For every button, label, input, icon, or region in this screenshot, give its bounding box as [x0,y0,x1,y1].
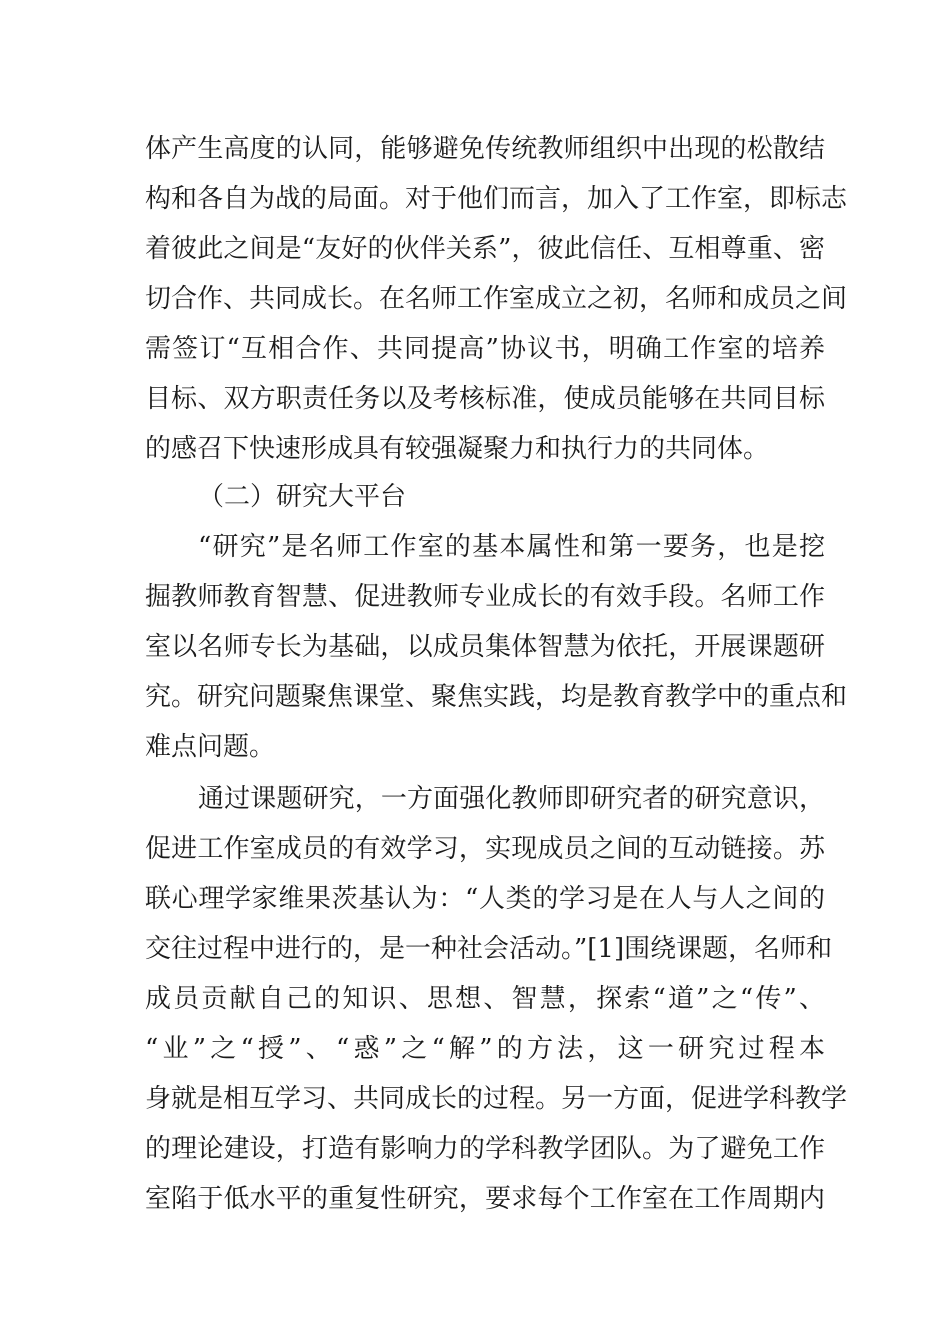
paragraph-line: 掘教师教育智慧、促进教师专业成长的有效手段。名师工作 [145,582,825,612]
paragraph-line: 促进工作室成员的有效学习，实现成员之间的互动链接。苏 [145,834,825,864]
paragraph-line: 联心理学家维果茨基认为：“人类的学习是在人与人之间的 [145,884,825,914]
paragraph-line: “研究”是名师工作室的基本属性和第一要务，也是挖 [198,532,825,562]
paragraph-line: 室以名师专长为基础，以成员集体智慧为依托，开展课题研 [145,632,825,662]
paragraph-line: 着彼此之间是“友好的伙伴关系”，彼此信任、互相尊重、密 [145,234,825,264]
paragraph-line: 交往过程中进行的，是一种社会活动。”[1]围绕课题，名师和 [145,934,833,964]
paragraph-line: 通过课题研究，一方面强化教师即研究者的研究意识， [198,784,825,814]
paragraph-line: 难点问题。 [145,732,276,762]
paragraph-line: 的感召下快速形成具有较强凝聚力和执行力的共同体。 [145,434,770,464]
paragraph-line: 室陷于低水平的重复性研究，要求每个工作室在工作周期内 [145,1184,825,1214]
paragraph-line: 构和各自为战的局面。对于他们而言，加入了工作室，即标志 [145,184,848,214]
paragraph-line: 究。研究问题聚焦课堂、聚焦实践，均是教育教学中的重点和 [145,682,848,712]
paragraph-line: 需签订“互相合作、共同提高”协议书，明确工作室的培养 [145,334,825,364]
paragraph-line: 切合作、共同成长。在名师工作室成立之初，名师和成员之间 [145,284,848,314]
paragraph-line: “业”之“授”、“惑”之“解”的方法，这一研究过程本 [145,1034,825,1064]
paragraph-line: 身就是相互学习、共同成长的过程。另一方面，促进学科教学 [145,1084,848,1114]
paragraph-line: 成员贡献自己的知识、思想、智慧，探索“道”之“传”、 [145,984,825,1014]
paragraph-line: 的理论建设，打造有影响力的学科教学团队。为了避免工作 [145,1134,825,1164]
paragraph-line: 目标、双方职责任务以及考核标准，使成员能够在共同目标 [145,384,825,414]
paragraph-line: 体产生高度的认同，能够避免传统教师组织中出现的松散结 [145,134,825,164]
section-heading: （二）研究大平台 [198,482,407,512]
